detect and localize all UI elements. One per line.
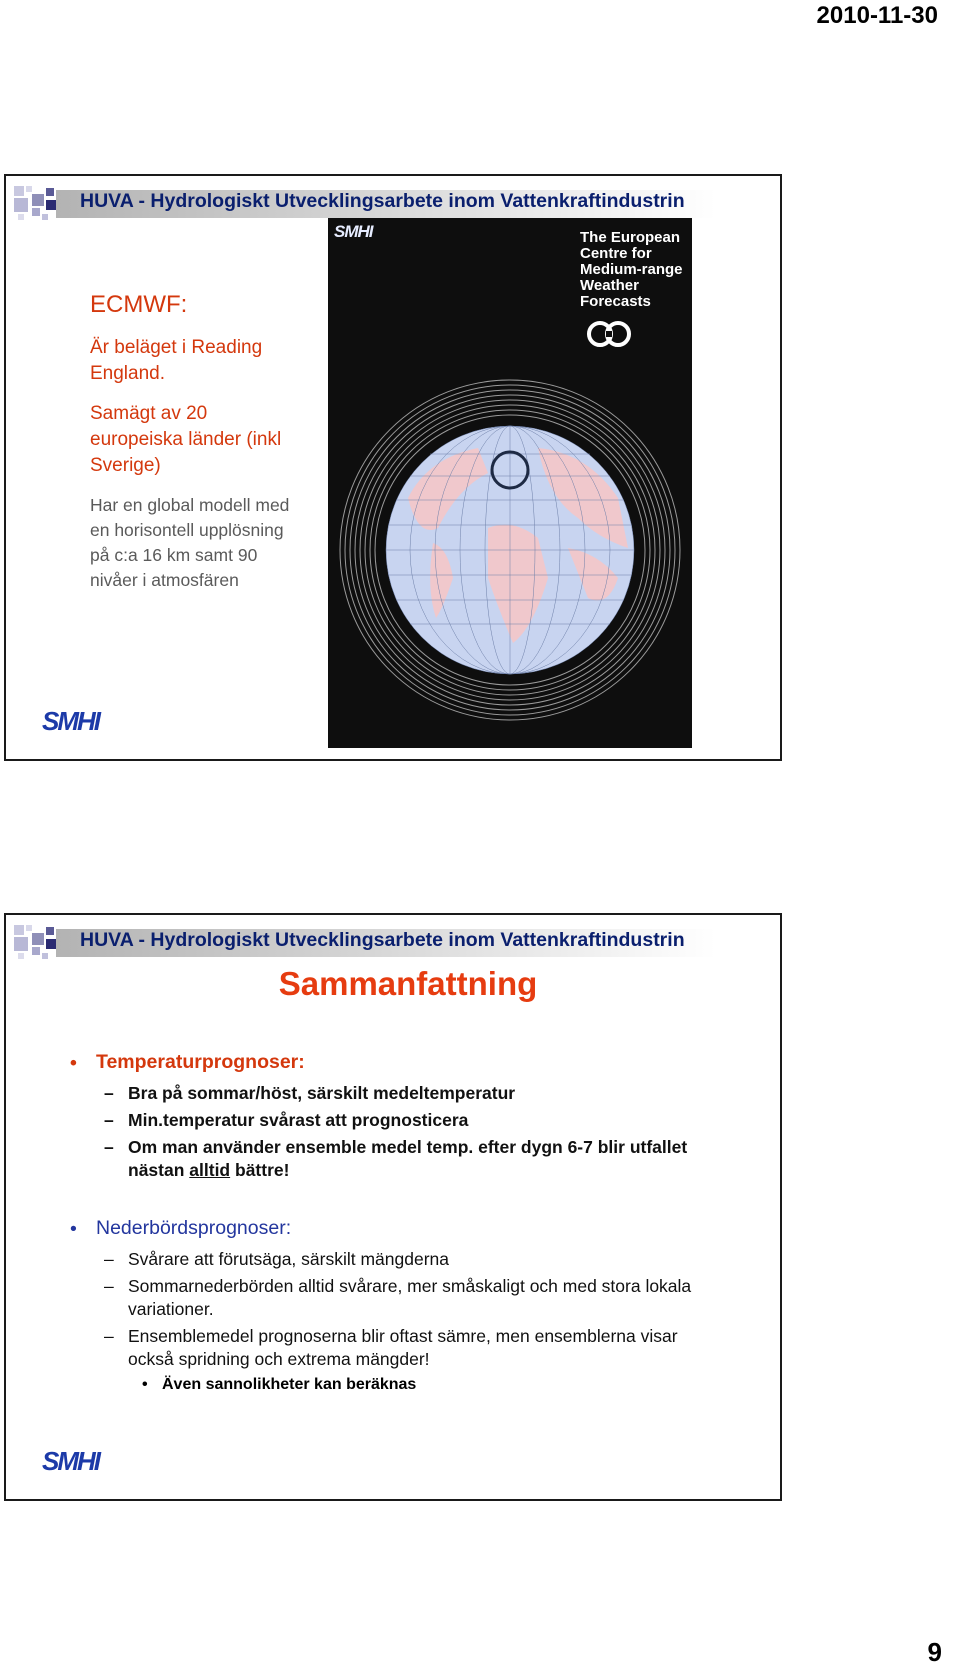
list-subitem: • Även sannolikheter kan beräknas <box>142 1376 417 1393</box>
page-number: 9 <box>927 1637 942 1667</box>
precipitation-section <box>66 1217 766 1395</box>
poster-title-line: Medium-range <box>580 261 683 278</box>
list-item: – Om man använder ensemble medel temp. efter dygn 6-7 blir utfallet nästan alltid bättre! <box>104 1137 688 1180</box>
list-item: – Svårare att förutsäga, särskilt mängderna <box>104 1249 449 1269</box>
model-text: Har en global modell med en horisontell upplösning på c:a 16 km samt 90 nivåer i atmosfären <box>90 495 290 590</box>
poster-title-line: Forecasts <box>580 293 651 310</box>
temperature-heading: • Temperaturprognoser: <box>70 1051 305 1074</box>
precipitation-heading: • Nederbördsprognoser: <box>70 1217 292 1240</box>
globe-grid-icon <box>338 378 683 723</box>
ecmwf-poster-image <box>328 218 692 748</box>
poster-title-line: Centre for <box>580 245 652 262</box>
poster-smhi-logo: SMHI <box>334 222 373 241</box>
poster-title-line: Weather <box>580 277 639 294</box>
header-title: HUVA - Hydrologiskt Utvecklingsarbete inom Vattenkraftindustrin <box>80 929 685 951</box>
list-item: – Sommarnederbörden alltid svårare, mer småskaligt och med stora lokala variationer. <box>104 1276 692 1319</box>
temperature-section <box>66 1051 766 1186</box>
ecmwf-logo-icon <box>586 320 632 348</box>
list-item: – Ensemblemedel prognoserna blir oftast sämre, men ensemblerna visar också spridning och extrema mängder! <box>104 1326 678 1369</box>
poster-title-line: The European <box>580 229 681 246</box>
slide-ecmwf <box>4 174 782 761</box>
location-text: Är beläget i Reading England. <box>90 337 263 384</box>
ownership-text: Samägt av 20 europeiska länder (inkl Sverige) <box>90 403 282 476</box>
header-title: HUVA - Hydrologiskt Utvecklingsarbete inom Vattenkraftindustrin <box>80 190 685 212</box>
ecmwf-heading: ECMWF: <box>90 291 188 318</box>
underlined-word: alltid <box>189 1160 231 1180</box>
list-item: – Bra på sommar/höst, särskilt medeltemperatur <box>104 1083 516 1103</box>
poster-title <box>580 230 688 310</box>
slide-title: Sammanfattning <box>278 965 538 1002</box>
page-date: 2010-11-30 <box>816 2 938 29</box>
ecmwf-description <box>90 291 305 607</box>
smhi-logo: SMHI <box>42 706 99 736</box>
list-item: – Min.temperatur svårast att prognosticera <box>104 1110 469 1130</box>
slide-summary <box>4 913 782 1501</box>
smhi-logo: SMHI <box>42 1446 99 1476</box>
